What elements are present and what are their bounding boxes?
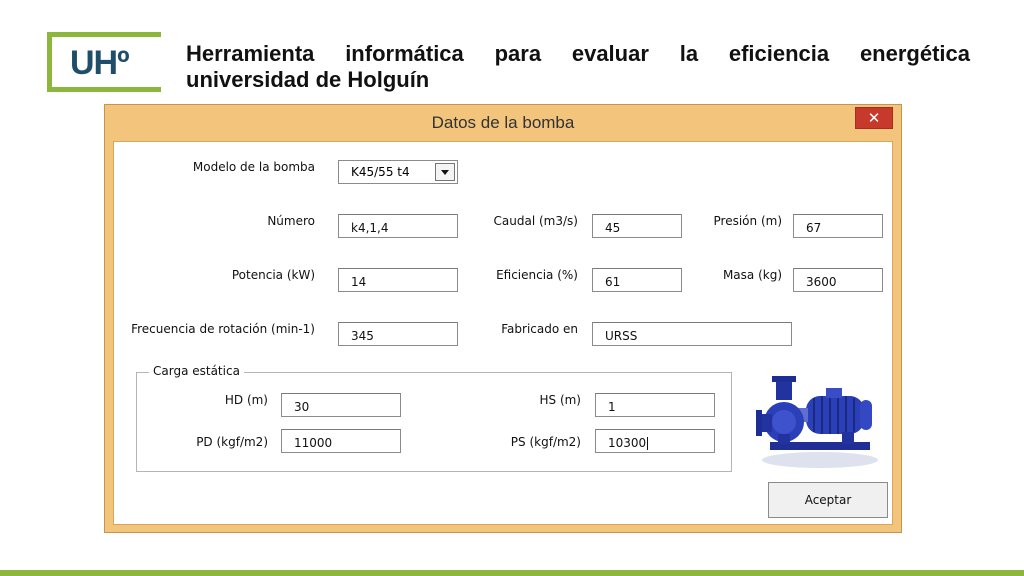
slide-title-line1: Herramienta informática para evaluar la eficiencia energética — [186, 41, 970, 66]
caudal-label: Caudal (m3/s) — [493, 214, 578, 228]
slide-title — [186, 41, 970, 93]
slide-title-line2: universidad de Holguín — [186, 67, 430, 92]
text-cursor — [647, 437, 648, 450]
close-button[interactable] — [855, 107, 893, 129]
ps-input[interactable] — [595, 429, 715, 453]
hd-input[interactable]: 30 — [281, 393, 401, 417]
footer-bar — [0, 570, 1024, 576]
eficiencia-input[interactable]: 61 — [592, 268, 682, 292]
carga-estatica-group — [136, 364, 732, 472]
ps-value: 10300 — [608, 436, 647, 450]
potencia-input[interactable]: 14 — [338, 268, 458, 292]
hs-input[interactable]: 1 — [595, 393, 715, 417]
modelo-value: K45/55 t4 — [351, 165, 410, 179]
close-icon: ✕ — [867, 110, 881, 127]
carga-estatica-legend: Carga estática — [149, 364, 244, 378]
logo-underline — [47, 87, 161, 92]
caudal-input[interactable]: 45 — [592, 214, 682, 238]
fabricado-label: Fabricado en — [501, 322, 578, 336]
fabricado-input[interactable]: URSS — [592, 322, 792, 346]
masa-input[interactable]: 3600 — [793, 268, 883, 292]
numero-input[interactable]: k4,1,4 — [338, 214, 458, 238]
accept-button[interactable]: Aceptar — [768, 482, 888, 518]
frecuencia-label: Frecuencia de rotación (min-1) — [131, 322, 315, 336]
ps-label: PS (kgf/m2) — [510, 435, 581, 449]
pump-data-dialog — [104, 104, 902, 533]
modelo-label: Modelo de la bomba — [192, 160, 315, 174]
eficiencia-label: Eficiencia (%) — [496, 268, 578, 282]
frecuencia-input[interactable]: 345 — [338, 322, 458, 346]
modelo-combobox[interactable] — [338, 160, 458, 184]
presion-label: Presión (m) — [713, 214, 782, 228]
pump-image — [756, 374, 882, 470]
dialog-client-area — [113, 141, 893, 525]
potencia-label: Potencia (kW) — [231, 268, 315, 282]
hs-label: HS (m) — [539, 393, 581, 407]
pd-input[interactable]: 11000 — [281, 429, 401, 453]
window-titlebar[interactable] — [105, 105, 901, 141]
hd-label: HD (m) — [224, 393, 268, 407]
university-logo: UHº — [70, 44, 129, 82]
pd-label: PD (kgf/m2) — [196, 435, 268, 449]
numero-label: Número — [267, 214, 315, 228]
masa-label: Masa (kg) — [722, 268, 782, 282]
presion-input[interactable]: 67 — [793, 214, 883, 238]
window-title: Datos de la bomba — [431, 113, 575, 132]
chevron-down-icon[interactable] — [435, 163, 455, 181]
